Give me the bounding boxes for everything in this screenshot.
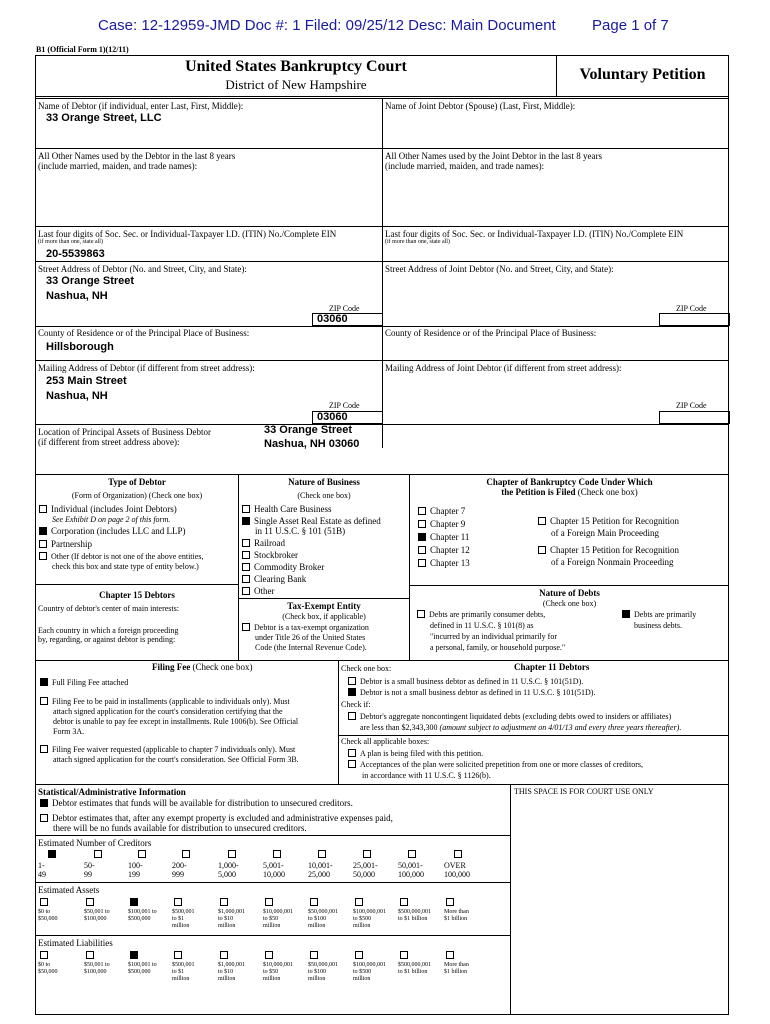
tax-exempt-line-3: Code (the Internal Revenue Code). (255, 643, 367, 652)
joint-zip-label: ZIP Code (676, 304, 707, 313)
liability-range-text: $50,000 (38, 969, 58, 975)
liability-range-text: million (308, 976, 326, 982)
joint-county-label: County of Residence or of the Principal Place of Business: (385, 328, 597, 338)
creditor-range-checkbox (454, 850, 462, 858)
nob-stockbroker[interactable]: Stockbroker (242, 550, 298, 560)
debts-consumer[interactable]: Debts are primarily consumer debts, (417, 610, 545, 619)
creditor-range-option[interactable] (128, 850, 150, 879)
nature-business-subtitle: (Check one box) (297, 491, 351, 500)
stat-no-funds-line-2: there will be no funds available for distribution to unsecured creditors. (53, 823, 307, 833)
checkbox-installments (40, 697, 48, 705)
asset-range-option[interactable] (353, 898, 386, 930)
asset-range-option[interactable] (444, 898, 469, 923)
creditor-range-option[interactable] (353, 850, 378, 879)
creditor-range-text: 10,001- (308, 861, 333, 870)
creditor-range-text: 49 (38, 870, 46, 879)
asset-range-checkbox (446, 898, 454, 906)
liability-range-text: million (218, 976, 236, 982)
liability-range-checkbox (174, 951, 182, 959)
checkbox-aggregate-debts (348, 712, 356, 720)
creditor-range-option[interactable] (218, 850, 240, 879)
creditor-range-checkbox (363, 850, 371, 858)
checkbox-full-fee (40, 678, 48, 686)
checkbox-acceptances (348, 760, 356, 768)
ch11-plan[interactable]: A plan is being filed with this petition. (348, 749, 483, 758)
creditor-range-option[interactable] (38, 850, 60, 879)
filing-fee-title: Filing Fee (Check one box) (152, 662, 253, 672)
joint-mailing-label: Mailing Address of Joint Debtor (if different from street address): (385, 363, 622, 373)
chapter-13[interactable]: Chapter 13 (418, 558, 470, 568)
county: Hillsborough (46, 341, 114, 353)
fee-installments-line-4: Form 3A. (53, 727, 85, 736)
stat-title: Statistical/Administrative Information (38, 787, 186, 797)
liability-range-option[interactable] (38, 951, 58, 976)
nob-single-asset-note: in 11 U.S.C. § 101 (51B) (255, 526, 346, 536)
joint-street-label: Street Address of Joint Debtor (No. and Street, City, and State): (385, 264, 614, 274)
ch15-each: Each country in which a foreign proceeding by, regarding, or against debtor is pending: (38, 626, 179, 644)
chapter-15-nonmain-line-2: of a Foreign Nonmain Proceeding (551, 557, 674, 567)
assets-label: Estimated Assets (38, 885, 100, 895)
checkbox-stockbroker (242, 551, 250, 559)
ch15-country: Country of debtor's center of main interests: (38, 604, 179, 613)
creditor-range-checkbox (138, 850, 146, 858)
creditor-range-option[interactable] (308, 850, 333, 879)
checkbox-chapter-15-main (538, 517, 546, 525)
liability-range-checkbox (355, 951, 363, 959)
liability-range-checkbox (310, 951, 318, 959)
checkbox-chapter-15-nonmain (538, 546, 546, 554)
asset-range-text: to $10 (218, 916, 234, 922)
checkbox-health-care (242, 505, 250, 513)
liability-range-text: $500,001 (172, 962, 195, 968)
chapter-15-main-line-2: of a Foreign Main Proceeding (551, 528, 659, 538)
asset-range-checkbox (130, 898, 138, 906)
asset-range-option[interactable] (308, 898, 338, 930)
checkbox-commodity (242, 563, 250, 571)
creditor-range-checkbox (408, 850, 416, 858)
type-individual-note: See Exhibit D on page 2 of this form. (52, 515, 171, 524)
liability-range-text: $100,000,001 (353, 962, 386, 968)
location-line-2: Nashua, NH 03060 (264, 438, 360, 450)
street-line-2: Nashua, NH (46, 290, 108, 302)
street-label: Street Address of Debtor (No. and Street, City, and State): (38, 264, 247, 274)
fee-installments[interactable]: Filing Fee to be paid in installments (applicable to individuals only). Must (40, 697, 290, 706)
creditor-range-option[interactable] (444, 850, 470, 879)
asset-range-text: $50,000,001 (308, 909, 338, 915)
checkbox-chapter-7 (418, 507, 426, 515)
liability-range-checkbox (220, 951, 228, 959)
liability-range-option[interactable] (128, 951, 157, 976)
liability-range-text: $0 to (38, 962, 51, 968)
court-title: United States Bankruptcy Court (185, 58, 407, 75)
petition-type: Voluntary Petition (579, 66, 706, 83)
asset-range-text: $500,000 (128, 916, 151, 922)
debtor-name: 33 Orange Street, LLC (46, 112, 162, 124)
joint-mail-zip-label: ZIP Code (676, 401, 707, 410)
ch11-acceptances[interactable]: Acceptances of the plan were solicited prepetition from one or more classes of creditors, (348, 760, 643, 769)
asset-range-text: $100,000 (84, 916, 107, 922)
creditor-range-text: 200- (172, 861, 187, 870)
checkbox-not-small-business (348, 688, 356, 696)
court-district: District of New Hampshire (225, 77, 367, 92)
mail-zip-label: ZIP Code (329, 401, 360, 410)
liability-range-text: to $1 (172, 969, 185, 975)
checkbox-clearing-bank (242, 575, 250, 583)
chapter-15-nonmain[interactable]: Chapter 15 Petition for Recognition (538, 545, 679, 555)
court-use-only: THIS SPACE IS FOR COURT USE ONLY (514, 787, 654, 796)
creditor-range-option[interactable] (263, 850, 285, 879)
ch11-check-one: Check one box: (341, 664, 392, 673)
checkbox-single-asset (242, 517, 250, 525)
creditor-range-checkbox (182, 850, 190, 858)
creditor-range-text: 100,000 (398, 870, 424, 879)
asset-range-text: to $500 (353, 916, 372, 922)
liability-range-text: $500,000,001 (398, 962, 431, 968)
nob-single-asset[interactable]: Single Asset Real Estate as defined (242, 516, 381, 526)
liability-range-text: $50,001 to (84, 962, 110, 968)
ch11-all-applicable: Check all applicable boxes: (341, 737, 430, 746)
fee-full[interactable]: Full Filing Fee attached (40, 678, 128, 687)
asset-range-text: million (308, 923, 326, 929)
mailing-label: Mailing Address of Debtor (if different from street address): (38, 363, 255, 373)
debtor-ein: 20-5539863 (46, 248, 105, 260)
liability-range-checkbox (265, 951, 273, 959)
ein-label: Last four digits of Soc. Sec. or Individual-Taxpayer I.D. (ITIN) No./Complete EIN (38, 229, 337, 239)
creditor-range-checkbox (228, 850, 236, 858)
ch11-check-if: Check if: (341, 700, 371, 709)
creditor-range-text: 999 (172, 870, 184, 879)
type-debtor-subtitle: (Form of Organization) (Check one box) (71, 491, 203, 500)
asset-range-text: $10,000,001 (263, 909, 293, 915)
asset-range-text: $100,001 to (128, 909, 157, 915)
mailing-line-2: Nashua, NH (46, 390, 108, 402)
street-zip: 03060 (317, 313, 348, 325)
ch11-title: Chapter 11 Debtors (514, 662, 590, 672)
liability-range-checkbox (86, 951, 94, 959)
nature-debts-subtitle: (Check one box) (542, 599, 597, 608)
asset-range-checkbox (174, 898, 182, 906)
creditor-range-text: 100- (128, 861, 143, 870)
joint-name-label: Name of Joint Debtor (Spouse) (Last, First, Middle): (385, 101, 576, 111)
tax-exempt-title: Tax-Exempt Entity (287, 601, 361, 611)
liability-range-text: to $10 (218, 969, 234, 975)
liability-range-text: to $100 (308, 969, 327, 975)
tax-exempt-subtitle: (Check box, if applicable) (282, 612, 366, 621)
asset-range-text: million (353, 923, 371, 929)
nature-debts-title: Nature of Debts (539, 588, 600, 598)
creditor-range-checkbox (273, 850, 281, 858)
liability-range-checkbox (400, 951, 408, 959)
joint-ein-note: (if more than one, state all) (385, 239, 450, 245)
creditor-range-text: 25,001- (353, 861, 378, 870)
liability-range-text: $500,000 (128, 969, 151, 975)
ch11-small[interactable]: Debtor is a small business debtor as defined in 11 U.S.C. § 101(51D). (348, 677, 583, 686)
liability-range-text: to $1 billion (398, 969, 428, 975)
type-individual[interactable]: Individual (includes Joint Debtors) (39, 504, 177, 514)
liability-range-checkbox (446, 951, 454, 959)
liability-range-option[interactable] (172, 951, 195, 983)
ch15-title: Chapter 15 Debtors (99, 590, 175, 600)
liability-range-option[interactable] (353, 951, 386, 983)
debts-consumer-line-3: "incurred by an individual primarily for (430, 632, 558, 641)
stat-funds[interactable]: Debtor estimates that funds will be available for distribution to unsecured creditors. (40, 798, 353, 808)
creditor-range-checkbox (48, 850, 56, 858)
joint-other-names-label: All Other Names used by the Joint Debtor in the last 8 years (include married, maiden, and trade names): (385, 151, 602, 171)
asset-range-option[interactable] (38, 898, 58, 923)
creditor-range-checkbox (318, 850, 326, 858)
type-corporation[interactable]: Corporation (includes LLC and LLP) (39, 526, 185, 536)
asset-range-text: $0 to (38, 909, 51, 915)
ch11-not-small[interactable]: Debtor is not a small business debtor as defined in 11 U.S.C. § 101(51D). (348, 688, 595, 697)
chapter-7[interactable]: Chapter 7 (418, 506, 465, 516)
mailing-line-1: 253 Main Street (46, 375, 127, 387)
creditor-range-option[interactable] (398, 850, 424, 879)
liability-range-text: to $50 (263, 969, 279, 975)
liability-range-option[interactable] (263, 951, 293, 983)
liability-range-option[interactable] (444, 951, 469, 976)
fee-installments-line-2: attach signed application for the court's consideration certifying that the (53, 707, 283, 716)
nob-health[interactable]: Health Care Business (242, 504, 331, 514)
asset-range-option[interactable] (84, 898, 110, 923)
asset-range-checkbox (265, 898, 273, 906)
liability-range-text: million (353, 976, 371, 982)
liability-range-option[interactable] (84, 951, 110, 976)
nob-other[interactable]: Other (242, 586, 275, 596)
asset-range-text: $50,000 (38, 916, 58, 922)
creditor-range-text: 1- (38, 861, 45, 870)
checkbox-chapter-12 (418, 546, 426, 554)
liability-range-option[interactable] (398, 951, 431, 976)
asset-range-text: $500,000,001 (398, 909, 431, 915)
chapter-title: Chapter of Bankruptcy Code Under Which the Petition is Filed (Check one box) (486, 477, 653, 497)
asset-range-text: to $1 (172, 916, 185, 922)
fee-waiver[interactable]: Filing Fee waiver requested (applicable to chapter 7 individuals only). Must (40, 745, 295, 754)
asset-range-text: $50,001 to (84, 909, 110, 915)
type-other-note: check this box and state type of entity below.) (52, 562, 199, 571)
liability-range-text: $10,000,001 (263, 962, 293, 968)
tax-exempt-line-2: under Title 26 of the United States (255, 633, 366, 642)
creditor-range-text: 50- (84, 861, 95, 870)
nature-business-title: Nature of Business (288, 477, 360, 487)
location-line-1: 33 Orange Street (264, 424, 353, 436)
asset-range-checkbox (40, 898, 48, 906)
liability-range-text: $1 billion (444, 969, 468, 975)
liability-range-text: to $500 (353, 969, 372, 975)
debts-consumer-line-4: a personal, family, or household purpose." (430, 643, 566, 652)
creditor-range-option[interactable] (84, 850, 106, 879)
asset-range-text: $500,001 (172, 909, 195, 915)
creditor-range-checkbox (94, 850, 102, 858)
checkbox-other-entity (39, 552, 47, 560)
creditor-range-text: 99 (84, 870, 92, 879)
creditor-range-text: 50,001- (398, 861, 423, 870)
asset-range-text: to $100 (308, 916, 327, 922)
nob-commodity[interactable]: Commodity Broker (242, 562, 324, 572)
checkbox-railroad (242, 539, 250, 547)
asset-range-text: million (263, 923, 281, 929)
chapter-15-main[interactable]: Chapter 15 Petition for Recognition (538, 516, 679, 526)
fee-waiver-line-2: attach signed application for the court's consideration. See Official Form 3B. (53, 755, 299, 764)
creditors-label: Estimated Number of Creditors (38, 838, 152, 848)
liability-range-option[interactable] (218, 951, 245, 983)
nob-clearing[interactable]: Clearing Bank (242, 574, 306, 584)
checkbox-no-funds (40, 814, 48, 822)
creditor-range-text: 1,000- (218, 861, 239, 870)
asset-range-checkbox (220, 898, 228, 906)
creditor-range-text: 50,000 (353, 870, 375, 879)
stat-no-funds[interactable]: Debtor estimates that, after any exempt property is excluded and administrative expenses paid, (40, 813, 393, 823)
liability-range-checkbox (40, 951, 48, 959)
type-other[interactable]: Other (If debtor is not one of the above entities, (39, 552, 203, 561)
liability-range-text: million (263, 976, 281, 982)
checkbox-small-business (348, 677, 356, 685)
county-label: County of Residence or of the Principal Place of Business: (38, 328, 250, 338)
asset-range-option[interactable] (172, 898, 195, 930)
asset-range-text: $1 billion (444, 916, 468, 922)
asset-range-checkbox (310, 898, 318, 906)
asset-range-option[interactable] (398, 898, 431, 923)
creditor-range-text: 10,000 (263, 870, 285, 879)
checkbox-chapter-13 (418, 559, 426, 567)
chapter-11[interactable]: Chapter 11 (418, 532, 469, 542)
page-number: Page 1 of 7 (592, 17, 669, 34)
checkbox-individual (39, 505, 47, 513)
asset-range-text: million (218, 923, 236, 929)
liability-range-text: More than (444, 962, 469, 968)
checkbox-other-business (242, 587, 250, 595)
debts-business[interactable]: Debts are primarily (622, 610, 696, 619)
type-debtor-title: Type of Debtor (108, 477, 166, 487)
mailing-zip: 03060 (317, 411, 348, 423)
zip-label: ZIP Code (329, 304, 360, 313)
creditor-range-text: 5,001- (263, 861, 284, 870)
type-partnership[interactable]: Partnership (39, 539, 92, 549)
asset-range-option[interactable] (128, 898, 157, 923)
ch11-aggregate[interactable]: Debtor's aggregate noncontingent liquidated debts (excluding debts owed to insiders or affiliates) (348, 712, 671, 721)
asset-range-text: to $50 (263, 916, 279, 922)
asset-range-text: $100,000,001 (353, 909, 386, 915)
location-label: Location of Principal Assets of Business Debtor (if different from street address above): (38, 427, 211, 447)
debtor-name-label: Name of Debtor (if individual, enter Last, First, Middle): (38, 101, 244, 111)
checkbox-consumer-debts (417, 610, 425, 618)
other-names-label: All Other Names used by the Debtor in the last 8 years (include married, maiden, and trade names): (38, 151, 236, 171)
asset-range-checkbox (400, 898, 408, 906)
liability-range-text: $50,000,001 (308, 962, 338, 968)
creditor-range-text: OVER (444, 861, 466, 870)
asset-range-option[interactable] (263, 898, 293, 930)
asset-range-option[interactable] (218, 898, 245, 930)
checkbox-business-debts (622, 610, 630, 618)
asset-range-checkbox (355, 898, 363, 906)
street-line-1: 33 Orange Street (46, 275, 135, 287)
asset-range-text: More than (444, 909, 469, 915)
liability-range-text: $100,000 (84, 969, 107, 975)
fee-installments-line-3: debtor is unable to pay fee except in installments. Rule 1006(b). See Official (53, 717, 299, 726)
liability-range-option[interactable] (308, 951, 338, 983)
ch11-acceptances-line-2: in accordance with 11 U.S.C. § 1126(b). (362, 771, 491, 780)
checkbox-tax-exempt (242, 623, 250, 631)
creditor-range-text: 25,000 (308, 870, 330, 879)
creditor-range-text: 5,000 (218, 870, 236, 879)
checkbox-chapter-11 (418, 533, 426, 541)
nob-railroad[interactable]: Railroad (242, 538, 285, 548)
case-header: Case: 12-12959-JMD Doc #: 1 Filed: 09/25/12 Desc: Main Document (98, 17, 556, 34)
liability-range-checkbox (130, 951, 138, 959)
creditor-range-text: 199 (128, 870, 140, 879)
liabilities-label: Estimated Liabilities (38, 938, 113, 948)
ein-note: (if more than one, state all) (38, 239, 103, 245)
liability-range-text: $100,001 to (128, 962, 157, 968)
asset-range-text: to $1 billion (398, 916, 428, 922)
asset-range-checkbox (86, 898, 94, 906)
form-id: B1 (Official Form 1)(12/11) (36, 45, 129, 54)
debts-business-line-2: business debts. (634, 621, 682, 630)
creditor-range-text: 100,000 (444, 870, 470, 879)
checkbox-corporation (39, 527, 47, 535)
asset-range-text: $1,000,001 (218, 909, 245, 915)
checkbox-funds-available (40, 799, 48, 807)
chapter-9[interactable]: Chapter 9 (418, 519, 465, 529)
creditor-range-option[interactable] (172, 850, 194, 879)
checkbox-plan-filed (348, 749, 356, 757)
joint-ein-label: Last four digits of Soc. Sec. or Individual-Taxpayer I.D. (ITIN) No./Complete EIN (385, 229, 684, 239)
debts-consumer-line-2: defined in 11 U.S.C. § 101(8) as (430, 621, 534, 630)
asset-range-text: million (172, 923, 190, 929)
checkbox-fee-waiver (40, 745, 48, 753)
liability-range-text: million (172, 976, 190, 982)
chapter-12[interactable]: Chapter 12 (418, 545, 470, 555)
tax-exempt-option[interactable]: Debtor is a tax-exempt organization (242, 623, 369, 632)
checkbox-chapter-9 (418, 520, 426, 528)
ch11-aggregate-line-2: are less than $2,343,300 (amount subject to adjustment on 4/01/13 and every three years thereafter). (360, 723, 682, 732)
checkbox-partnership (39, 540, 47, 548)
liability-range-text: $1,000,001 (218, 962, 245, 968)
